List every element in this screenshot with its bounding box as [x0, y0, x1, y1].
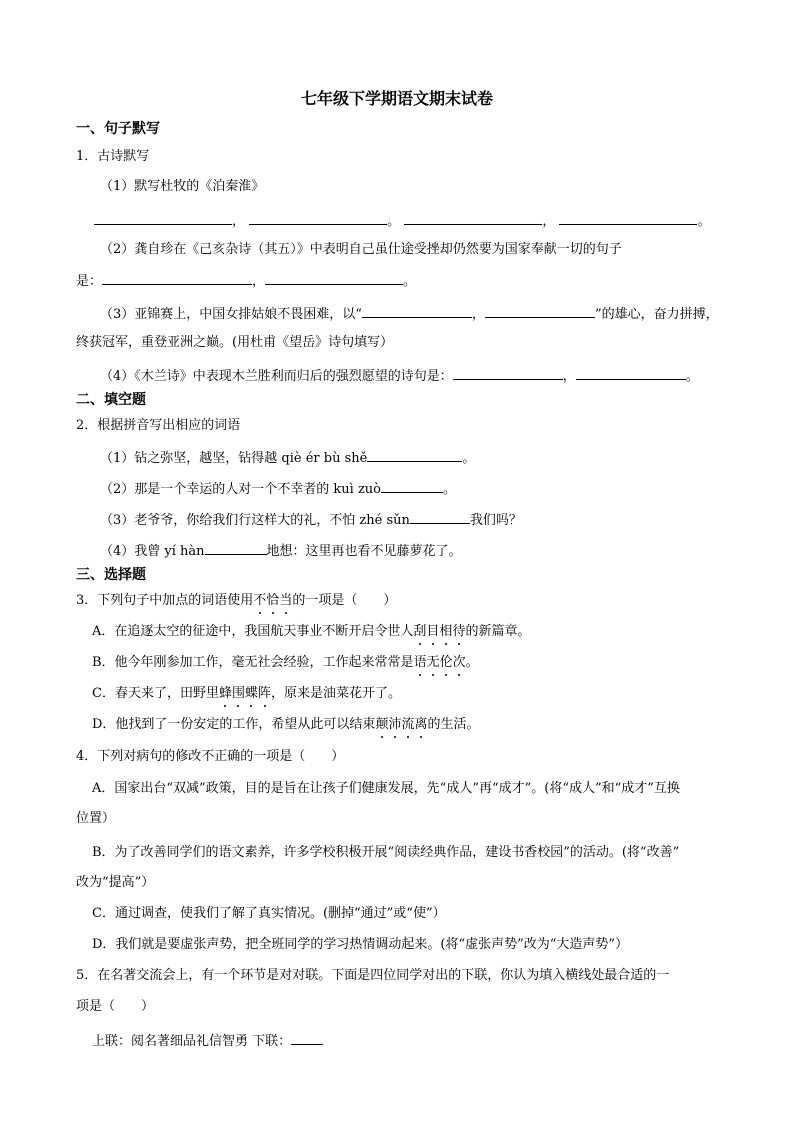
q3-stem-text-a: 3．下列句子中加点的词语使用 — [76, 593, 254, 608]
option-text: 的新篇章。 — [465, 624, 531, 639]
punct: ， — [542, 214, 556, 229]
dotted-char: 离 — [414, 717, 428, 732]
q2-part1-text: （1）钻之弥坚，越坚，钻得越 qiè ér bù shě — [100, 451, 368, 466]
q1-part4-line — [100, 366, 699, 386]
q1-part2-prompt: （2）龚自珍在《己亥杂诗（其五）》中表明自己虽仕途受挫却仍然要为国家奉献一切的句子 — [100, 242, 622, 257]
q4-option-b-line1[interactable]: B．为了改善同学们的语文素养，许多学校积极开展“阅读经典作品，建设书香校园”的活动。(将“改善” — [92, 845, 680, 860]
punct: ， — [471, 307, 485, 322]
q1-part3-line1 — [100, 304, 719, 324]
answer-blank[interactable] — [265, 271, 403, 285]
dotted-char: 颠 — [375, 717, 389, 732]
option-text: 。 — [465, 655, 479, 670]
answer-blank[interactable] — [410, 510, 470, 524]
q2-part4-tail: 地想：这里再也看不见藤萝花了。 — [266, 544, 462, 559]
q4-option-a-line1[interactable]: A．国家出台“双减”政策，目的是旨在让孩子们健康发展，先“成人”再“成才”。(将“成人”和“成才”互换 — [92, 781, 680, 796]
q3-stem — [76, 592, 396, 610]
option-text: ，原来是油菜花开了。 — [271, 686, 402, 701]
q1-part1-answer-line — [94, 211, 710, 231]
option-text: B．他今年刚参加工作，毫无社会经验，工作起来常常是 — [92, 655, 414, 670]
q1-part2-answer-line — [76, 271, 416, 291]
section-heading-sentence-dictation: 一、句子默写 — [76, 121, 160, 137]
q2-part1-line — [100, 448, 475, 468]
q3-option-c[interactable] — [92, 685, 401, 703]
dotted-char: 相 — [439, 624, 453, 639]
punct: 。 — [443, 482, 457, 497]
dotted-char: 语 — [413, 655, 427, 670]
section-heading-multiple-choice: 三、选择题 — [76, 567, 146, 583]
dotted-char: 无 — [426, 655, 440, 670]
q1-part3-text-a: （3）亚锦赛上，中国女排姑娘不畏困难，以“ — [100, 307, 362, 322]
q4-option-a-line2: 位置） — [76, 811, 116, 826]
dotted-char: 流 — [401, 717, 415, 732]
dotted-char: 沛 — [388, 717, 402, 732]
couplet-text: 上联：阅名著细品礼信智勇 下联： — [92, 1034, 292, 1049]
answer-blank[interactable] — [102, 271, 252, 285]
q1-stem: 1．古诗默写 — [76, 149, 150, 164]
section-heading-fill-blank: 二、填空题 — [76, 392, 146, 408]
q1-part3-text-c: ”的雄心，奋力拼搏， — [594, 307, 719, 322]
q5-couplet-line — [92, 1031, 323, 1051]
answer-blank[interactable] — [559, 211, 697, 225]
answer-blank[interactable] — [381, 479, 443, 493]
dotted-char: 次 — [452, 655, 466, 670]
answer-blank[interactable] — [485, 304, 595, 318]
dotted-char: 当 — [279, 593, 293, 608]
q1-part3-line2: 终获冠军，重登亚洲之巅。(用杜甫《望岳》诗句填写） — [76, 335, 394, 350]
q4-option-c[interactable]: C．通过调查，使我们了解了真实情况。(删掉“通过”或“使”） — [92, 906, 446, 921]
q1-part1-prompt: （1）默写杜牧的《泊秦淮》 — [100, 179, 265, 194]
punct: 。 — [403, 274, 417, 289]
option-text: A．在追逐太空的征途中，我国航天事业不断开启令世人 — [92, 624, 414, 639]
answer-blank[interactable] — [291, 1031, 323, 1045]
dotted-char: 蝶 — [244, 686, 258, 701]
q5-stem-line1: 5．在名著交流会上，有一个环节是对对联。下面是四位同学对出的下联，你认为填入横线处最合适的一 — [76, 968, 670, 983]
dotted-char: 不 — [253, 593, 267, 608]
punct: 。 — [387, 214, 401, 229]
dotted-char: 阵 — [258, 686, 272, 701]
q4-option-b-line2: 改为“提高”） — [76, 875, 155, 890]
q2-part4-text: （4）我曾 yí hàn — [100, 544, 205, 559]
option-text: C．春天来了，田野里 — [92, 686, 219, 701]
q3-stem-text-b: 的一项是（ ） — [292, 593, 397, 608]
q2-part2-line — [100, 479, 456, 499]
answer-blank[interactable] — [249, 211, 387, 225]
q1-part4-text: （4）《木兰诗》中表现木兰胜利而归后的强烈愿望的诗句是： — [100, 369, 453, 384]
q2-part4-line — [100, 541, 462, 561]
q2-part3-tail: 我们吗？ — [469, 513, 522, 528]
q4-option-d[interactable]: D．我们就是要虚张声势，把全班同学的学习热情调动起来。(将“虚张声势”改为“大造声势”） — [92, 937, 629, 952]
punct: ， — [562, 369, 576, 384]
answer-blank[interactable] — [205, 541, 267, 555]
answer-blank[interactable] — [576, 366, 686, 380]
dotted-char: 围 — [231, 686, 245, 701]
q2-part3-text: （3）老爷爷，你给我们行这样大的礼，不怕 zhé sǔn — [100, 513, 410, 528]
answer-blank[interactable] — [94, 211, 232, 225]
punct: ， — [232, 214, 246, 229]
q2-part3-line — [100, 510, 522, 530]
answer-blank[interactable] — [404, 211, 542, 225]
punct: 。 — [462, 451, 476, 466]
answer-blank[interactable] — [362, 304, 472, 318]
answer-prefix: 是： — [76, 274, 103, 289]
dotted-char: 待 — [452, 624, 466, 639]
punct: 。 — [685, 369, 699, 384]
page-title: 七年级下学期语文期末试卷 — [300, 89, 493, 108]
dotted-char: 刮 — [413, 624, 427, 639]
q4-stem: 4．下列对病句的修改不正确的一项是（ ） — [76, 749, 345, 764]
answer-blank[interactable] — [453, 366, 563, 380]
option-text: 的生活。 — [427, 717, 480, 732]
dotted-char: 恰 — [266, 593, 280, 608]
q5-stem-line2: 项是（ ） — [76, 999, 155, 1014]
q3-option-d[interactable] — [92, 716, 480, 734]
dotted-char: 伦 — [439, 655, 453, 670]
option-text: D．他找到了一份安定的工作，希望从此可以结束 — [92, 717, 376, 732]
punct: 。 — [697, 214, 711, 229]
q3-option-b[interactable] — [92, 654, 479, 672]
q3-option-a[interactable] — [92, 623, 530, 641]
dotted-char: 蜂 — [218, 686, 232, 701]
punct: ， — [252, 274, 266, 289]
q2-part2-text: （2）那是一个幸运的人对一个不幸者的 kuì zuò — [100, 482, 381, 497]
q2-stem: 2．根据拼音写出相应的词语 — [76, 418, 241, 433]
answer-blank[interactable] — [367, 448, 462, 462]
dotted-char: 目 — [426, 624, 440, 639]
